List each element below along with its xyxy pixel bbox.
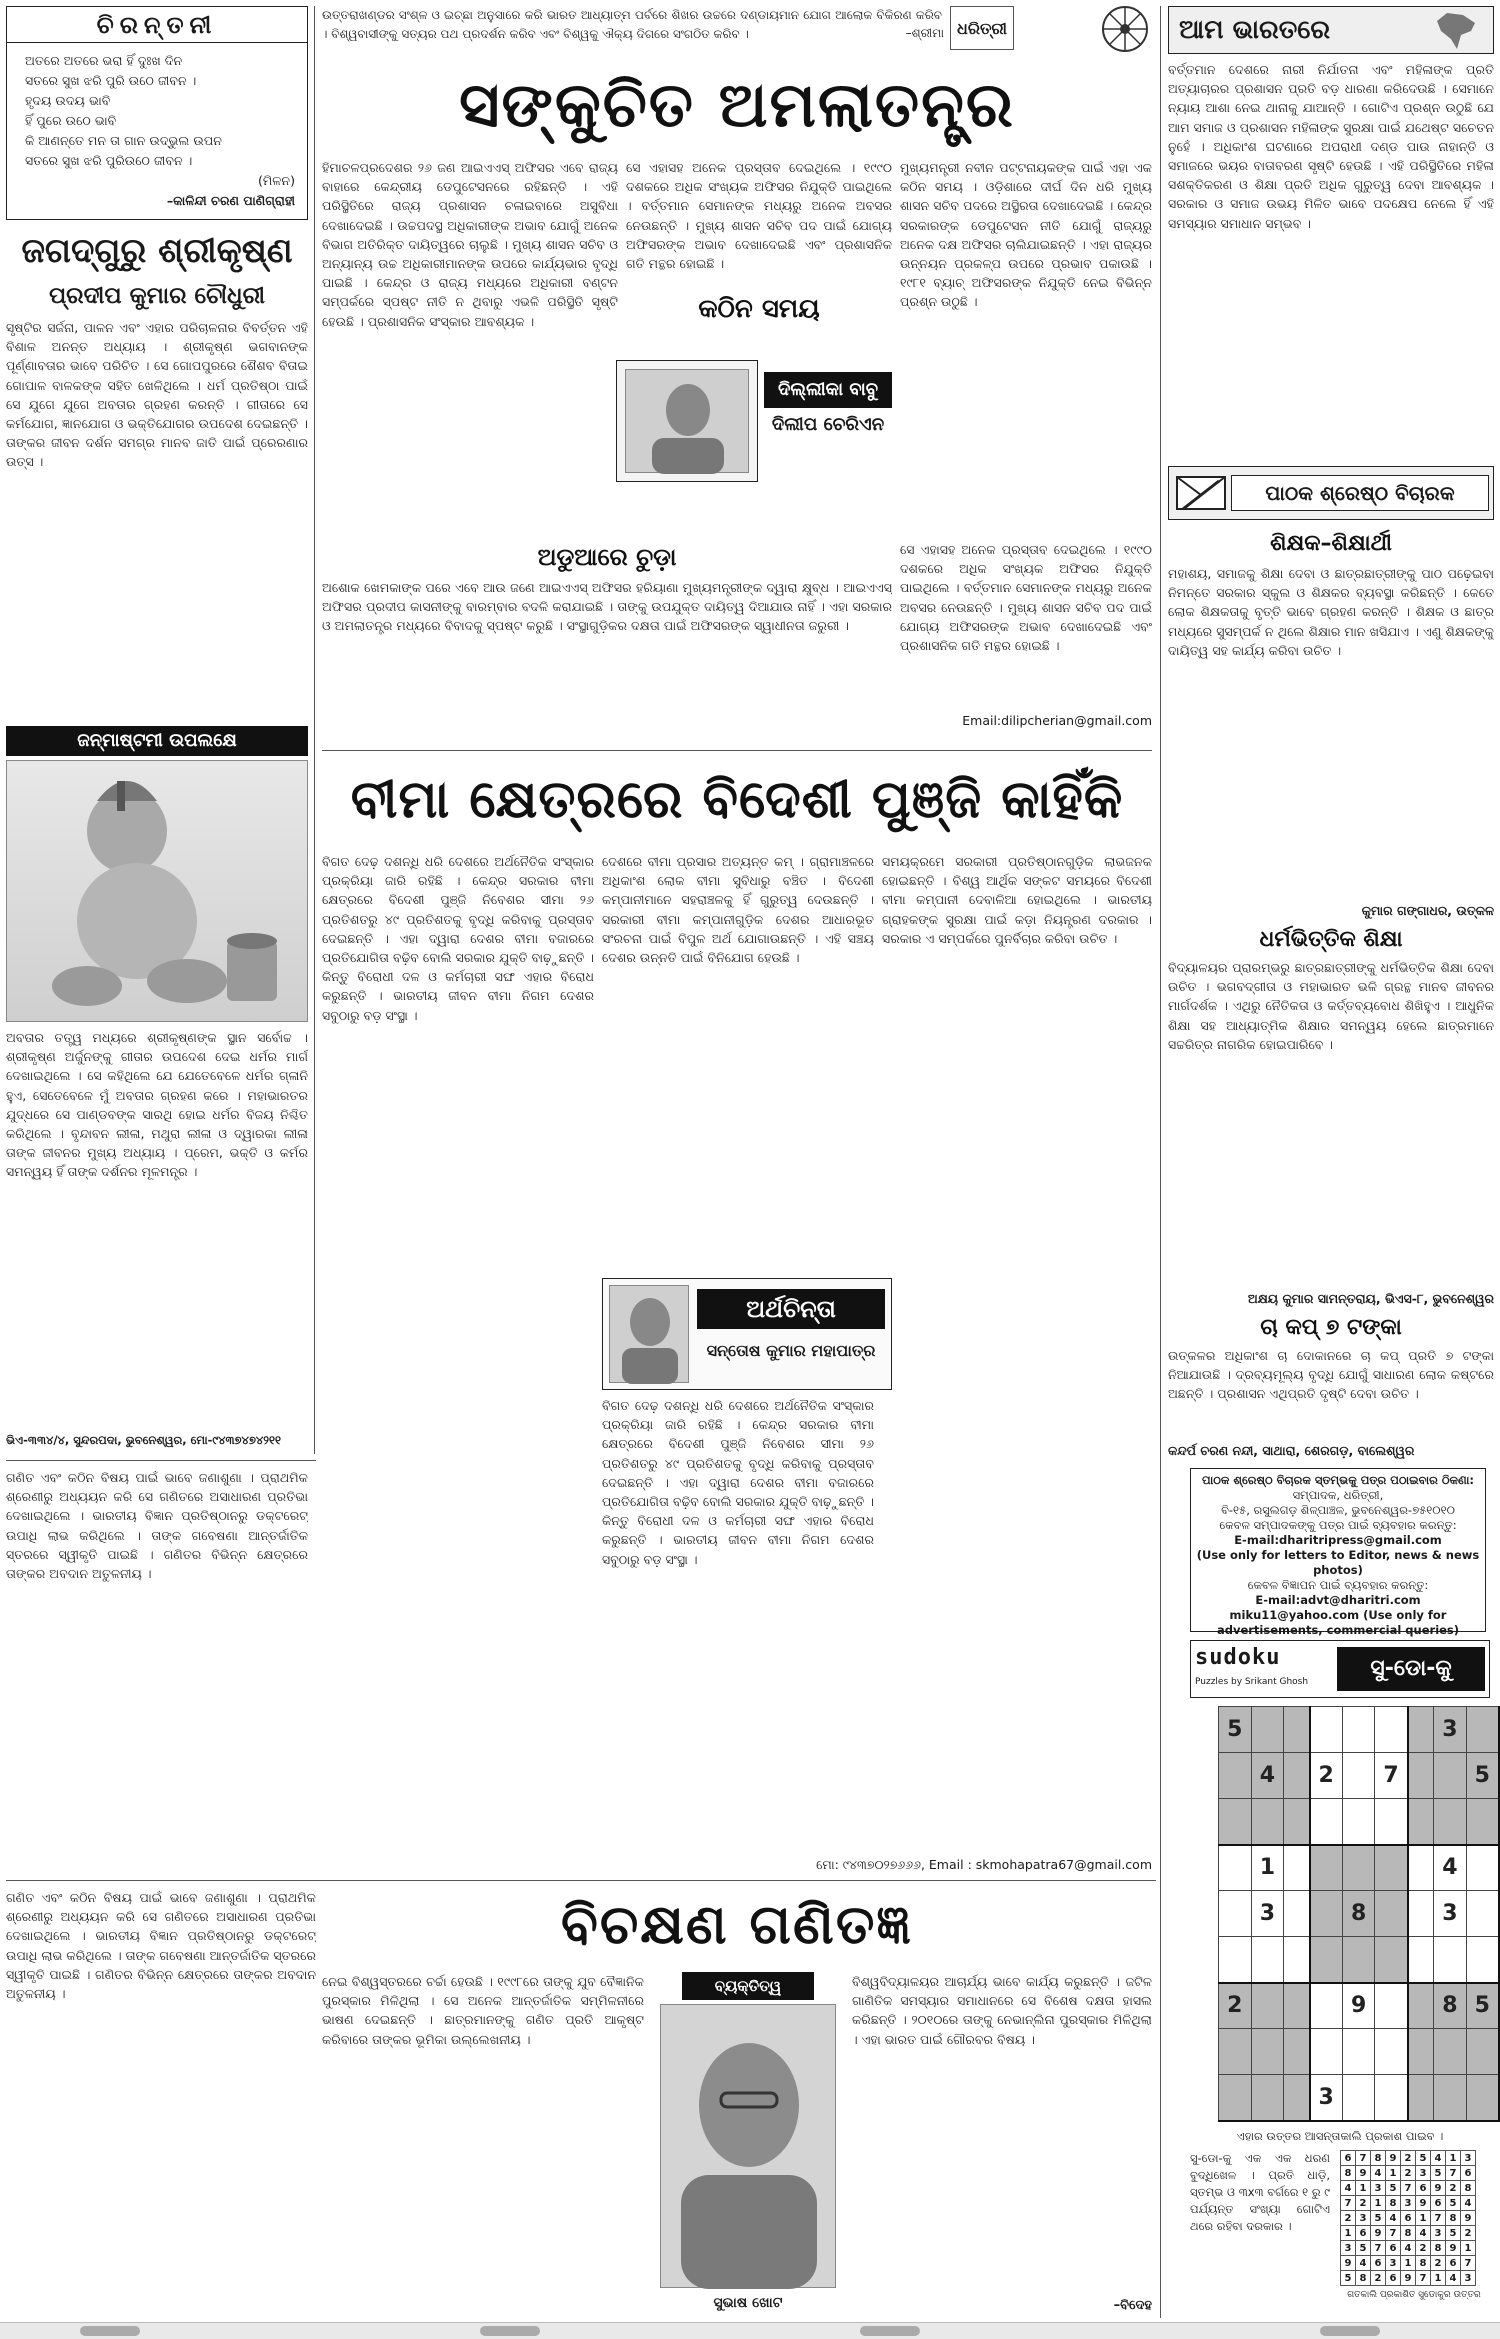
sudoku-cell[interactable]: 3: [1310, 2075, 1343, 2121]
sudoku-cell[interactable]: [1342, 1753, 1375, 1799]
krishna-body-1: ସୃଷ୍ଟିର ସର୍ଜନା, ପାଳନ ଏବଂ ଏହାର ପରିଚାଳନାର ବିବର୍ତ୍ତନ ଏହି ବିଶାଳ ଅନନ୍ତ ଅଧ୍ୟାୟ । ଶ୍ରୀକୃଷ୍ଣ ଭଗବାନଙ୍କ ପୂର୍ଣ୍ଣାବତାର ଭାବେ ପରିଚିତ । ସେ ଗୋପପୁରରେ ଶୈଶବ ବିତାଇ ଗୋପାଳ ବାଳକଙ୍କ ସହିତ ଖେଳିଥିଲେ । ଧର୍ମ ପ୍ରତିଷ୍ଠା ପାଇଁ ସେ ଯୁଗେ ଯୁଗେ ଅବତାର ଗ୍ରହଣ କରନ୍ତି । ଗୀତାରେ ସେ କର୍ମଯୋଗ, ଜ୍ଞାନଯୋଗ ଓ ଭକ୍ତିଯୋଗର ଉପଦେଶ ଦେଇଛନ୍ତି । ତାଙ୍କର ଜୀବନ ଦର୍ଶନ ସମଗ୍ର ମାନବ ଜାତି ପାଇଁ ପ୍ରେରଣାର ଉତ୍ସ ।: [6, 320, 308, 470]
letter-3-body: ଉତ୍କଳର ଅଧିକାଂଶ ଚା ଦୋକାନରେ ଚା କପ୍ ପ୍ରତି ୭ ଟଙ୍କା ନିଆଯାଉଛି । ଦ୍ରବ୍ୟମୂଲ୍ୟ ବୃଦ୍ଧି ଯୋଗୁଁ ସାଧାରଣ ଲୋକ କଷ୍ଟରେ ଅଛନ୍ତି । ପ୍ରଶାସନ ଏଥିପ୍ରତି ଦୃଷ୍ଟି ଦେବା ଉଚିତ ।: [1168, 1348, 1494, 1402]
reader-letters-title: ପାଠକ ଶ୍ରେଷ୍ଠ ବିଚାରକ: [1231, 475, 1489, 511]
sudoku-cell[interactable]: [1284, 1753, 1310, 1799]
solution-row: [1341, 2271, 1476, 2286]
solution-row: [1341, 2256, 1476, 2271]
sudoku-row: [1219, 1983, 1500, 2029]
sudoku-cell[interactable]: 5: [1219, 1707, 1252, 1753]
solution-cell: 7: [1386, 2226, 1401, 2241]
krishna-author: ପ୍ରଦୀପ କୁମାର ଚୌଧୁରୀ: [48, 283, 266, 309]
aam-bharat-logo-text: ଆମ ଭାରତରେ: [1179, 15, 1331, 45]
solution-cell: 2: [1371, 2271, 1386, 2286]
chirantani-header: ଚିରନ୍ତନୀ: [7, 7, 307, 43]
sudoku-puzzle: [1218, 1706, 1500, 2122]
sudoku-cell[interactable]: 8: [1342, 1891, 1375, 1937]
page-marker: [80, 2326, 140, 2336]
aam-bharat-logo: [1168, 6, 1494, 54]
solution-cell: 4: [1431, 2151, 1446, 2166]
sudoku-cell[interactable]: [1466, 1845, 1499, 1891]
sudoku-cell[interactable]: [1408, 1983, 1434, 2029]
sudoku-row: [1219, 1845, 1500, 1891]
sudoku-cell[interactable]: [1342, 1845, 1375, 1891]
poem-line: ସତରେ ସୁଖ ଝରି ପୁରିଉଠେ ଜୀବନ ।: [25, 153, 193, 168]
solution-row: [1341, 2181, 1476, 2196]
sudoku-cell[interactable]: [1408, 1753, 1434, 1799]
solution-cell: 2: [1341, 2211, 1356, 2226]
page-marker: [1320, 2326, 1380, 2336]
reader-letters-banner: [1168, 466, 1494, 520]
sudoku-cell[interactable]: [1251, 1799, 1284, 1845]
solution-cell: 5: [1386, 2181, 1401, 2196]
solution-cell: 5: [1416, 2151, 1431, 2166]
sudoku-solution: [1340, 2150, 1488, 2302]
sudoku-cell[interactable]: [1408, 1891, 1434, 1937]
sudoku-cell[interactable]: [1284, 1845, 1310, 1891]
sudoku-cell[interactable]: [1251, 2029, 1284, 2075]
columnist-photo: [625, 369, 749, 473]
solution-cell: 4: [1401, 2241, 1416, 2256]
solution-cell: 1: [1401, 2256, 1416, 2271]
solution-cell: 9: [1401, 2271, 1416, 2286]
sudoku-cell[interactable]: [1375, 1983, 1408, 2029]
letter-2-body: ବିଦ୍ୟାଳୟର ପ୍ରାରମ୍ଭରୁ ଛାତ୍ରଛାତ୍ରୀଙ୍କୁ ଧର୍ମଭିତ୍ତିକ ଶିକ୍ଷା ଦେବା ଉଚିତ । ଭଗବଦ୍‌ଗୀତା ଓ ମହାଭାରତ ଭଳି ଗ୍ରନ୍ଥ ମାନବ ଜୀବନର ମାର୍ଗଦର୍ଶକ । ଏଥିରୁ ନୈତିକତା ଓ କର୍ତ୍ତବ୍ୟବୋଧ ଶିଖିହୁଏ । ଆଧୁନିକ ଶିକ୍ଷା ସହ ଆଧ୍ୟାତ୍ମିକ ଶିକ୍ଷାର ସମନ୍ୱୟ ହେଲେ ଛାତ୍ରମାନେ ସଚ୍ଚରିତ୍ର ନାଗରିକ ହୋଇପାରିବେ ।: [1168, 960, 1494, 1052]
sudoku-cell[interactable]: [1375, 1891, 1408, 1937]
sudoku-cell[interactable]: [1466, 1799, 1499, 1845]
contact-line-1: ସମ୍ପାଦକ, ଧରିତ୍ରୀ,: [1292, 1488, 1384, 1502]
solution-cell: 3: [1386, 2256, 1401, 2271]
solution-cell: 9: [1461, 2211, 1476, 2226]
solution-cell: 3: [1371, 2181, 1386, 2196]
sudoku-cell[interactable]: 5: [1466, 1983, 1499, 2029]
sudoku-cell[interactable]: [1219, 1845, 1252, 1891]
sudoku-cell[interactable]: [1342, 1937, 1375, 1983]
sudoku-cell[interactable]: [1408, 1799, 1434, 1845]
poem-line: ସତରେ ସୁଖ ଝରି ପୁରି ଉଠେ ଜୀବନ ।: [25, 73, 197, 88]
letter-1-title: ଶିକ୍ଷକ–ଶିକ୍ଷାର୍ଥୀ: [1270, 531, 1392, 556]
sudoku-solution-grid: [1340, 2150, 1476, 2286]
solution-cell: 3: [1431, 2226, 1446, 2241]
solution-cell: 1: [1446, 2151, 1461, 2166]
sudoku-cell[interactable]: [1251, 1983, 1284, 2029]
sudoku-instructions: ସୁ-ଡୋ-କୁ ଏକ ଏକ ଧରଣ ବୁଦ୍ଧିଖେଳ । ପ୍ରତି ଧାଡ଼ି, ସ୍ତମ୍ଭ ଓ ୩x୩ ବର୍ଗରେ ୧ ରୁ ୯ ପର୍ଯ୍ୟନ୍ତ ସଂଖ୍ୟା ଗୋଟିଏ ଥରେ ରହିବା ଦରକାର ।: [1190, 2151, 1330, 2233]
solution-cell: 6: [1401, 2211, 1416, 2226]
subhead-aduare-chuda: ଅଡୁଆରେ ଚୁଡ଼ା: [537, 543, 677, 571]
masthead-intro: ଉତ୍ତରାଖଣ୍ଡର ସଂଶ୍ଳ ଓ ଇଚ୍ଛା ଅନୁସାରେ କରି ଭାରତ ଆଧ୍ୟାତ୍ମ ପର୍ବରେ ଶିଖର ଉଚ୍ଚରେ ଦଣ୍ଡାୟମାନ ଯୋଗ ଆଲୋକ ବିକିରଣ କରିବ । ବିଶ୍ୱବାସୀଙ୍କୁ ସତ୍ୟର ପଥ ପ୍ରଦର୍ଶନ କରିବ ଏବଂ ବିଶ୍ୱକୁ ଐକ୍ୟ ଦିଗରେ ସଂଗଠିତ କରିବ ।: [322, 8, 942, 41]
sudoku-cell[interactable]: [1284, 1799, 1310, 1845]
solution-cell: 4: [1416, 2226, 1431, 2241]
editorial-sub2-body: ଅଶୋକ ଖେମକାଙ୍କ ପରେ ଏବେ ଆଉ ଜଣେ ଆଇଏଏସ୍ ଅଫିସର ହରିୟାଣା ମୁଖ୍ୟମନ୍ତ୍ରୀଙ୍କ ଦ୍ୱାରା କ୍ଷୁବ୍ଧ । ଆଇଏଏସ୍ ଅଫିସର ପ୍ରଦୀପ କାସନୀଙ୍କୁ ବାରମ୍ବାର ବଦଳି କରାଯାଇଛି । ତାଙ୍କୁ ଉପଯୁକ୍ତ ଦାୟିତ୍ୱ ଦିଆଯାଉ ନାହିଁ । ଏହା ସରକାର ଓ ଅମଲାତନ୍ତ୍ର ମଧ୍ୟରେ ବିବାଦକୁ ସ୍ପଷ୍ଟ କରୁଛି । ସଂସ୍ଥାଗୁଡ଼ିକର ଦକ୍ଷତା ପାଇଁ ଅଫିସରଙ୍କ ସ୍ୱାଧୀନତା ଜରୁରୀ ।: [322, 580, 892, 634]
sudoku-cell[interactable]: [1466, 2029, 1499, 2075]
solution-cell: 8: [1371, 2151, 1386, 2166]
solution-cell: 8: [1431, 2241, 1446, 2256]
sudoku-row: [1219, 1753, 1500, 1799]
insurance-col-1: ବିଗତ ଦେଢ଼ ଦଶନ୍ଧି ଧରି ଦେଶରେ ଅର୍ଥନୈତିକ ସଂସ୍କାର ପ୍ରକ୍ରିୟା ଜାରି ରହିଛି । କେନ୍ଦ୍ର ସରକାର ବୀମା କ୍ଷେତ୍ରରେ ବିଦେଶୀ ପୁଞ୍ଜି ନିବେଶର ସୀମା ୨୬ ପ୍ରତିଶତରୁ ୪୯ ପ୍ରତିଶତକୁ ବୃଦ୍ଧି କରିବାକୁ ପ୍ରସ୍ତାବ ଦେଇଛନ୍ତି । ଏହା ଦ୍ୱାରା ଦେଶର ବୀମା ବଜାରରେ ପ୍ରତିଯୋଗିତା ବଢ଼ିବ ବୋଲି ସରକାର ଯୁକ୍ତି ବାଢ଼ୁଛନ୍ତି । କିନ୍ତୁ ବିରୋଧୀ ଦଳ ଓ କର୍ମଚାରୀ ସଙ୍ଘ ଏହାର ବିରୋଧ କରୁଛନ୍ତି । ଭାରତୀୟ ଜୀବନ ବୀମା ନିଗମ ଦେଶର ସବୁଠାରୁ ବଡ଼ ସଂସ୍ଥା ।: [322, 854, 594, 1023]
math-sign: –ବିଦେହ: [1113, 2298, 1152, 2313]
poem-line: ଅତରେ ଅତରେ ଭରା ହିଁ ଦୁଃଖ ଦିନ: [25, 53, 183, 68]
subhead-kathina-samaya: କଠିନ ସମୟ: [698, 294, 820, 324]
solution-cell: 6: [1371, 2256, 1386, 2271]
solution-cell: 1: [1416, 2211, 1431, 2226]
sudoku-cell[interactable]: [1310, 1707, 1343, 1753]
sudoku-cell[interactable]: [1219, 1891, 1252, 1937]
solution-cell: 6: [1356, 2226, 1371, 2241]
solution-cell: 8: [1416, 2256, 1431, 2271]
sudoku-cell[interactable]: [1466, 1707, 1499, 1753]
poem-line: କି ଆଣନ୍ତେ ମନ ତା ଗାନ ଉଦ୍ଭୁଲ ଉପନ: [25, 133, 222, 148]
solution-row: [1341, 2241, 1476, 2256]
sudoku-cell[interactable]: 2: [1310, 1753, 1343, 1799]
math-col-1: ଗଣିତ ଏବଂ କଠିନ ବିଷୟ ପାଇଁ ଭାବେ ଜଣାଶୁଣା । ପ୍ରାଥମିକ ଶ୍ରେଣୀରୁ ଅଧ୍ୟୟନ କରି ସେ ଗଣିତରେ ଅସାଧାରଣ ପ୍ରତିଭା ଦେଖାଇଥିଲେ । ଭାରତୀୟ ବିଜ୍ଞାନ ପ୍ରତିଷ୍ଠାନରୁ ଡକ୍ଟରେଟ୍ ଉପାଧି ଲାଭ କରିଥିଲେ । ତାଙ୍କ ଗବେଷଣା ଆନ୍ତର୍ଜାତିକ ସ୍ତରରେ ସ୍ୱୀକୃତି ପାଇଛି । ଗଣିତର ବିଭିନ୍ନ କ୍ଷେତ୍ରରେ ତାଙ୍କର ଅବଦାନ ଅତୁଳନୀୟ ।: [6, 1470, 308, 1582]
solution-cell: 1: [1386, 2166, 1401, 2181]
math-photo-box: [652, 1972, 844, 2318]
sudoku-grid: [1218, 1706, 1500, 2122]
solution-cell: 6: [1461, 2166, 1476, 2181]
sudoku-row: [1219, 2075, 1500, 2121]
subhash-khot-photo: [660, 2004, 836, 2288]
editorial-sub2-body-cont: ସେ ଏହାସହ ଅନେକ ପ୍ରସ୍ତାବ ଦେଇଥିଲେ । ୧୯୯୦ ଦଶକରେ ଅଧିକ ସଂଖ୍ୟକ ଅଫିସର ନିଯୁକ୍ତି ପାଇଥିଲେ । ବର୍ତ୍ତମାନ ସେମାନଙ୍କ ମଧ୍ୟରୁ ଅନେକ ଅବସର ନେଉଛନ୍ତି । ମୁଖ୍ୟ ଶାସନ ସଚିବ ପଦ ପାଇଁ ଯୋଗ୍ୟ ଅଫିସରଙ୍କ ଅଭାବ ଦେଖାଦେଇଛି ଏବଂ ପ୍ରଶାସନିକ ଗତି ମନ୍ଥର ହୋଇଛି ।: [900, 542, 1152, 654]
contact-note-1: (Use only for letters to Editor, news & news photos): [1196, 1548, 1480, 1577]
sudoku-cell[interactable]: [1408, 2075, 1434, 2121]
sudoku-cell[interactable]: [1219, 1753, 1252, 1799]
solution-cell: 5: [1341, 2271, 1356, 2286]
solution-cell: 7: [1356, 2151, 1371, 2166]
solution-cell: 1: [1371, 2196, 1386, 2211]
column-rule: [1160, 6, 1161, 2318]
sudoku-cell[interactable]: [1342, 1707, 1375, 1753]
solution-cell: 9: [1416, 2196, 1431, 2211]
sudoku-cell[interactable]: [1310, 1937, 1343, 1983]
contact-title: ପାଠକ ଶ୍ରେଷ୍ଠ ବିଚାରକ ସ୍ତମ୍ଭକୁ ପତ୍ର ପଠାଇବାର ଠିକଣା:: [1202, 1473, 1474, 1487]
page-marker: [480, 2326, 540, 2336]
contact-box: [1190, 1468, 1486, 1637]
solution-row: [1341, 2151, 1476, 2166]
letter-2-title: ଧର୍ମଭିତ୍ତିକ ଶିକ୍ଷା: [1259, 927, 1403, 952]
sudoku-cell[interactable]: [1284, 2075, 1310, 2121]
sudoku-row: [1219, 1707, 1500, 1753]
janmashtami-banner: ଜନ୍ମାଷ୍ଟମୀ ଉପଲକ୍ଷେ: [6, 726, 308, 756]
poem-line: ହୃଦୟ ଉଦୟ ଭାବି: [25, 93, 111, 108]
solution-cell: 8: [1341, 2166, 1356, 2181]
solution-cell: 6: [1341, 2151, 1356, 2166]
solution-cell: 1: [1461, 2241, 1476, 2256]
solution-row: [1341, 2166, 1476, 2181]
solution-row: [1341, 2211, 1476, 2226]
solution-row: [1341, 2196, 1476, 2211]
envelope-icon: [1175, 473, 1227, 513]
sudoku-solution-label: ଗତକାଲି ପ୍ରକାଶିତ ସୁଡୋକୁର ଉତ୍ତର: [1347, 2290, 1481, 2300]
vyaktitva-label: ବ୍ୟକ୍ତିତ୍ୱ: [682, 1972, 814, 2000]
solution-cell: 4: [1356, 2256, 1371, 2271]
krishna-body-2: ଅବତାର ତତ୍ତ୍ୱ ମଧ୍ୟରେ ଶ୍ରୀକୃଷ୍ଣଙ୍କ ସ୍ଥାନ ସର୍ବୋଚ୍ଚ । ଶ୍ରୀକୃଷ୍ଣ ଅର୍ଜୁନଙ୍କୁ ଗୀତାର ଉପଦେଶ ଦେଇ ଧର୍ମର ମାର୍ଗ ଦେଖାଇଥିଲେ । ସେ କହିଥିଲେ ଯେ ଯେତେବେଳେ ଧର୍ମର ଗ୍ଳାନି ହୁଏ, ସେତେବେଳେ ମୁଁ ଅବତାର ଗ୍ରହଣ କରେ । ମହାଭାରତର ଯୁଦ୍ଧରେ ସେ ପାଣ୍ଡବଙ୍କ ସାରଥି ହୋଇ ଧର୍ମର ବିଜୟ ନିଶ୍ଚିତ କରିଥିଲେ । ବୃନ୍ଦାବନ ଲୀଳା, ମଥୁରା ଲୀଳା ଓ ଦ୍ୱାରକା ଲୀଳା ତାଙ୍କ ଜୀବନର ମୁଖ୍ୟ ଅଧ୍ୟାୟ । ପ୍ରେମ, ଭକ୍ତି ଓ କର୍ମର ସମନ୍ୱୟ ହିଁ ତାଙ୍କ ଦର୍ଶନର ମୂଳମନ୍ତ୍ର ।: [6, 1030, 308, 1180]
sudoku-cell[interactable]: [1408, 1937, 1434, 1983]
solution-cell: 2: [1431, 2256, 1446, 2271]
sudoku-logo: sudoku: [1195, 1645, 1281, 1670]
solution-cell: 2: [1401, 2151, 1416, 2166]
solution-cell: 9: [1431, 2181, 1446, 2196]
solution-cell: 7: [1401, 2181, 1416, 2196]
photo-caption: ସୁଭାଷ ଖୋଟ: [713, 2295, 783, 2311]
solution-cell: 4: [1341, 2181, 1356, 2196]
math-col-3: ବିଶ୍ୱବିଦ୍ୟାଳୟର ଆଚାର୍ଯ୍ୟ ଭାବେ କାର୍ଯ୍ୟ କରୁଛନ୍ତି । ଜଟିଳ ଗାଣିତିକ ସମସ୍ୟାର ସମାଧାନରେ ସେ ବିଶେଷ ଦକ୍ଷତା ହାସଲ କରିଛନ୍ତି । ୨୦୧୦ରେ ତାଙ୍କୁ ନେଭାନ୍ଲିନା ପୁରସ୍କାର ମିଳିଥିଲା । ଏହା ଭାରତ ପାଇଁ ଗୌରବର ବିଷୟ ।: [852, 1974, 1152, 2047]
solution-cell: 4: [1371, 2166, 1386, 2181]
sudoku-row: [1219, 1891, 1500, 1937]
sudoku-cell[interactable]: [1284, 1707, 1310, 1753]
solution-cell: 8: [1356, 2271, 1371, 2286]
sudoku-cell[interactable]: [1375, 2029, 1408, 2075]
sudoku-cell[interactable]: 3: [1434, 1707, 1467, 1753]
contact-line-2: ବି-୧୫, ରସୁଲଗଡ଼ ଶିଳ୍ପାଞ୍ଚଳ, ଭୁବନେଶ୍ୱର-୭୫୧୦୧୦: [1221, 1503, 1455, 1517]
poem-line: ହିଁ ପୁରେ ଉଠେ ଭାବି: [25, 113, 117, 128]
solution-cell: 5: [1446, 2226, 1461, 2241]
baby-krishna-icon: [7, 761, 309, 1023]
editorial-col-1: ହିମାଚଳପ୍ରଦେଶର ୨୬ ଜଣ ଆଇଏଏସ୍ ଅଫିସର ଏବେ ରାଜ୍ୟ ବାହାରେ କେନ୍ଦ୍ରୀୟ ଡେପୁଟେସନରେ ରହିଛନ୍ତି । ଏହି ପରିସ୍ଥିତିରେ ରାଜ୍ୟ ପ୍ରଶାସନ ଚଳାଇବାରେ ଅସୁବିଧା ଦେଖାଦେଇଛି । ଉଚ୍ଚପଦସ୍ଥ ଅଧିକାରୀଙ୍କ ଅଭାବ ଯୋଗୁଁ ଅନେକ ବିଭାଗ ଅତିରିକ୍ତ ଦାୟିତ୍ୱରେ ଚାଲୁଛି । ମୁଖ୍ୟ ଶାସନ ସଚିବ ଓ ଅନ୍ୟାନ୍ୟ ଉଚ୍ଚ ଅଧିକାରୀମାନଙ୍କ ଉପରେ କାର୍ଯ୍ୟଭାର ବୃଦ୍ଧି ପାଇଛି । କେନ୍ଦ୍ର ଓ ରାଜ୍ୟ ମଧ୍ୟରେ ଅଧିକାରୀ ବଣ୍ଟନ ସମ୍ପର୍କରେ ସ୍ପଷ୍ଟ ନୀତି ନ ଥିବାରୁ ଏଭଳି ପରିସ୍ଥିତି ସୃଷ୍ଟି ହେଉଛି । ପ୍ରଶାସନିକ ସଂସ୍କାର ଆବଶ୍ୟକ ।: [322, 160, 618, 329]
sudoku-cell[interactable]: [1310, 2029, 1343, 2075]
solution-cell: 7: [1341, 2196, 1356, 2211]
solution-cell: 6: [1386, 2271, 1401, 2286]
solution-cell: 1: [1431, 2271, 1446, 2286]
sudoku-cell[interactable]: [1434, 1937, 1467, 1983]
sudoku-header: [1190, 1640, 1490, 1698]
sudoku-cell[interactable]: [1466, 2075, 1499, 2121]
sudoku-cell[interactable]: [1342, 1799, 1375, 1845]
krishna-footer: ଭିଏ-୩୩୪/୪, ସୁନ୍ଦରପଦା, ଭୁବନେଶ୍ୱର, ମୋ-୯୪୩୭୪୭୪୨୧୧: [6, 1433, 282, 1447]
sudoku-cell[interactable]: [1284, 2029, 1310, 2075]
dilli-ka-babu-box: [616, 360, 758, 482]
column-name-arthachinta: ଅର୍ଥଚିନ୍ତା: [697, 1289, 885, 1329]
solution-cell: 4: [1386, 2211, 1401, 2226]
solution-cell: 3: [1341, 2241, 1356, 2256]
sudoku-cell[interactable]: [1310, 1845, 1343, 1891]
sudoku-cell[interactable]: [1342, 2029, 1375, 2075]
solution-cell: 4: [1461, 2196, 1476, 2211]
sudoku-cell[interactable]: [1375, 1937, 1408, 1983]
columnist-photo: [609, 1285, 689, 1383]
solution-cell: 5: [1446, 2196, 1461, 2211]
india-map-icon: [1427, 9, 1487, 53]
sudoku-cell[interactable]: 3: [1434, 1891, 1467, 1937]
editorial-sub1-body: ମୁଖ୍ୟମନ୍ତ୍ରୀ ନବୀନ ପଟ୍ଟନାୟକଙ୍କ ପାଇଁ ଏହା ଏକ କଠିନ ସମୟ । ଓଡ଼ିଶାରେ ଦୀର୍ଘ ଦିନ ଧରି ମୁଖ୍ୟ ଶାସନ ସଚିବ ପଦରେ ଅସ୍ଥିରତା ଦେଖାଦେଇଛି । କେନ୍ଦ୍ର ସରକାରଙ୍କ ଡେପୁଟେସନ ନୀତି ଯୋଗୁଁ ରାଜ୍ୟରୁ ଅନେକ ଦକ୍ଷ ଅଫିସର ଚାଲିଯାଇଛନ୍ତି । ଏହା ରାଜ୍ୟର ଉନ୍ନୟନ ପ୍ରକଳ୍ପ ଉପରେ ପ୍ରଭାବ ପକାଉଛି । ୧୯୮୧ ବ୍ୟାଚ୍ ଅଫିସରଙ୍କ ନିଯୁକ୍ତି ନେଇ ବିଭିନ୍ନ ପ୍ରଶ୍ନ ଉଠୁଛି ।: [900, 160, 1152, 310]
sudoku-cell[interactable]: 3: [1251, 1891, 1284, 1937]
arthachinta-box: [602, 1278, 892, 1390]
letter-3-sign: କନ୍ଦର୍ପ ଚରଣ ନନ୍ଦୀ, ସାଥାରା, ଶେରଗଡ଼, ବାଲେଶ୍ୱର: [1168, 1443, 1415, 1458]
sudoku-cell[interactable]: [1219, 2029, 1252, 2075]
solution-cell: 8: [1401, 2226, 1416, 2241]
sudoku-cell[interactable]: [1219, 1937, 1252, 1983]
insurance-col-2-cont: ବିଗତ ଦେଢ଼ ଦଶନ୍ଧି ଧରି ଦେଶରେ ଅର୍ଥନୈତିକ ସଂସ୍କାର ପ୍ରକ୍ରିୟା ଜାରି ରହିଛି । କେନ୍ଦ୍ର ସରକାର ବୀମା କ୍ଷେତ୍ରରେ ବିଦେଶୀ ପୁଞ୍ଜି ନିବେଶର ସୀମା ୨୬ ପ୍ରତିଶତରୁ ୪୯ ପ୍ରତିଶତକୁ ବୃଦ୍ଧି କରିବାକୁ ପ୍ରସ୍ତାବ ଦେଇଛନ୍ତି । ଏହା ଦ୍ୱାରା ଦେଶର ବୀମା ବଜାରରେ ପ୍ରତିଯୋଗିତା ବଢ଼ିବ ବୋଲି ସରକାର ଯୁକ୍ତି ବାଢ଼ୁଛନ୍ତି । କିନ୍ତୁ ବିରୋଧୀ ଦଳ ଓ କର୍ମଚାରୀ ସଙ୍ଘ ଏହାର ବିରୋଧ କରୁଛନ୍ତି । ଭାରତୀୟ ଜୀବନ ବୀମା ନିଗମ ଦେଶର ସବୁଠାରୁ ବଡ଼ ସଂସ୍ଥା ।: [602, 1398, 874, 1567]
column-name-dilli-ka-babu: ଦିଲ୍ଲୀକା ବାବୁ: [764, 372, 892, 408]
sudoku-cell[interactable]: [1434, 2075, 1467, 2121]
paper-name: ଧରିତ୍ରୀ: [950, 6, 1014, 50]
solution-cell: 7: [1461, 2256, 1476, 2271]
chakra-logo-icon: [1100, 4, 1150, 54]
sudoku-cell[interactable]: 8: [1434, 1983, 1467, 2029]
sudoku-byline: Puzzles by Srikant Ghosh: [1195, 1677, 1309, 1687]
sudoku-cell[interactable]: [1434, 2029, 1467, 2075]
sudoku-cell[interactable]: [1219, 2075, 1252, 2121]
solution-cell: 2: [1401, 2166, 1416, 2181]
contact-email-advt[interactable]: E-mail:advt@dharitri.com: [1255, 1593, 1421, 1607]
solution-cell: 3: [1416, 2166, 1431, 2181]
sudoku-cell[interactable]: [1408, 1845, 1434, 1891]
sudoku-cell[interactable]: [1251, 2075, 1284, 2121]
sudoku-cell[interactable]: 7: [1375, 1753, 1408, 1799]
column-rule: [314, 6, 315, 1454]
solution-cell: 5: [1356, 2241, 1371, 2256]
sudoku-cell[interactable]: [1310, 1983, 1343, 2029]
solution-cell: 9: [1341, 2256, 1356, 2271]
insurance-col-2: ଦେଶରେ ବୀମା ପ୍ରସାର ଅତ୍ୟନ୍ତ କମ୍ । ଗ୍ରାମାଞ୍ଚଳରେ ଅଧିକାଂଶ ଲୋକ ବୀମା ସୁବିଧାରୁ ବଞ୍ଚିତ । ବିଦେଶୀ କମ୍ପାନୀମାନେ ସହରାଞ୍ଚଳକୁ ହିଁ ଗୁରୁତ୍ୱ ଦେଉଛନ୍ତି । ସରକାରୀ ବୀମା କମ୍ପାନୀଗୁଡ଼ିକ ଦେଶର ଆଧାରଭୂତ ସଂରଚନା ପାଇଁ ବିପୁଳ ଅର୍ଥ ଯୋଗାଉଛନ୍ତି । ଏହି ସଞ୍ଚୟ ଦେଶର ଉନ୍ନତି ପାଇଁ ବିନିଯୋଗ ହେଉଛି ।: [602, 854, 874, 966]
section-rule: [322, 750, 1152, 751]
sudoku-cell[interactable]: [1408, 2029, 1434, 2075]
letter-2-sign: ଅକ୍ଷୟ କୁମାର ସାମନ୍ତରାୟ, ଭିଏସ-୮, ଭୁବନେଶ୍ୱର: [1247, 1291, 1494, 1306]
solution-cell: 3: [1401, 2196, 1416, 2211]
insurance-headline: ବୀମା କ୍ଷେତ୍ରରେ ବିଦେଶୀ ପୁଞ୍ଜି କାହିଁକି: [350, 770, 1124, 830]
aam-bharat-body: ବର୍ତ୍ତମାନ ଦେଶରେ ନାରୀ ନିର୍ଯାତନା ଏବଂ ମହିଳାଙ୍କ ପ୍ରତି ଅତ୍ୟାଚାରର ପ୍ରଶାସନ ପ୍ରତି ବଡ଼ ଧାରଣା କରିଦେଉଛି । ସେମାନେ ନ୍ୟାୟ ଆଶା ନେଇ ଥାନାକୁ ଯାଆନ୍ତି । ଗୋଟିଏ ପ୍ରଶ୍ନ ଉଠୁଛି ଯେ ଆମ ସମାଜ ଓ ପ୍ରଶାସନ ମହିଳାଙ୍କ ସୁରକ୍ଷା ପାଇଁ ଯଥେଷ୍ଟ ସଚେତନ ନୁହେଁ । ଅଧିକାଂଶ ଘଟଣାରେ ଅପରାଧୀ ଦଣ୍ଡ ପାଉ ନାହାନ୍ତି ଓ ସମାଜରେ ଭୟର ବାତାବରଣ ସୃଷ୍ଟି ହେଉଛି । ଏହି ପରିସ୍ଥିତିରେ ମହିଳା ସଶକ୍ତିକରଣ ଓ ଶିକ୍ଷା ପ୍ରତି ଅଧିକ ଗୁରୁତ୍ୱ ଦେବା ଆବଶ୍ୟକ । ସରକାର ଓ ସମାଜ ଉଭୟ ମିଳିତ ଭାବେ ପଦକ୍ଷେପ ନେଲେ ହିଁ ଏହି ସମସ୍ୟାର ସମାଧାନ ସମ୍ଭବ ।: [1168, 62, 1494, 231]
solution-cell: 4: [1446, 2271, 1461, 2286]
letter-3-title: ଚା କପ୍ ୭ ଟଙ୍କା: [1260, 1315, 1402, 1340]
sudoku-cell[interactable]: 2: [1219, 1983, 1252, 2029]
sudoku-cell[interactable]: [1466, 1937, 1499, 1983]
solution-cell: 1: [1341, 2226, 1356, 2241]
sudoku-row: [1219, 1799, 1500, 1845]
sudoku-cell[interactable]: [1375, 1707, 1408, 1753]
solution-cell: 6: [1446, 2256, 1461, 2271]
math-col-1b: ଗଣିତ ଏବଂ କଠିନ ବିଷୟ ପାଇଁ ଭାବେ ଜଣାଶୁଣା । ପ୍ରାଥମିକ ଶ୍ରେଣୀରୁ ଅଧ୍ୟୟନ କରି ସେ ଗଣିତରେ ଅସାଧାରଣ ପ୍ରତିଭା ଦେଖାଇଥିଲେ । ଭାରତୀୟ ବିଜ୍ଞାନ ପ୍ରତିଷ୍ଠାନରୁ ଡକ୍ଟରେଟ୍ ଉପାଧି ଲାଭ କରିଥିଲେ । ତାଙ୍କ ଗବେଷଣା ଆନ୍ତର୍ଜାତିକ ସ୍ତରରେ ସ୍ୱୀକୃତି ପାଇଛି । ଗଣିତର ବିଭିନ୍ନ କ୍ଷେତ୍ରରେ ତାଙ୍କର ଅବଦାନ ଅତୁଳନୀୟ ।: [6, 1890, 316, 2002]
poem-source: (ମିଳନ): [257, 173, 295, 188]
solution-cell: 7: [1416, 2271, 1431, 2286]
sudoku-cell[interactable]: [1310, 1799, 1343, 1845]
section-rule: [6, 1460, 316, 1461]
sudoku-cell[interactable]: [1284, 1891, 1310, 1937]
editorial-email: Email:dilipcherian@gmail.com: [962, 713, 1152, 728]
chirantani-poem: [25, 51, 295, 211]
sudoku-cell[interactable]: [1466, 1891, 1499, 1937]
insurance-author: ସନ୍ତୋଷ କୁମାର ମହାପାତ୍ର: [706, 1341, 876, 1360]
sudoku-row: [1219, 1937, 1500, 1983]
poem-author: –କାଳିନ୍ଦୀ ଚରଣ ପାଣିଗ୍ରାହୀ: [166, 193, 295, 208]
solution-cell: 8: [1461, 2181, 1476, 2196]
solution-cell: 5: [1371, 2211, 1386, 2226]
sudoku-cell[interactable]: [1434, 1753, 1467, 1799]
solution-cell: 8: [1446, 2211, 1461, 2226]
solution-cell: 6: [1386, 2241, 1401, 2256]
solution-cell: 9: [1356, 2166, 1371, 2181]
insurance-col-3: ସମୟକ୍ରମେ ସରକାରୀ ପ୍ରତିଷ୍ଠାନଗୁଡ଼ିକ ଲାଭଜନକ ହୋଇଛନ୍ତି । ବିଶ୍ୱ ଆର୍ଥିକ ସଙ୍କଟ ସମୟରେ ବିଦେଶୀ ବୀମା କମ୍ପାନୀ ଦେବାଳିଆ ହୋଇଥିଲେ । ଭାରତୀୟ ଗ୍ରାହକଙ୍କ ସୁରକ୍ଷା ପାଇଁ କଡ଼ା ନିୟନ୍ତ୍ରଣ ଦରକାର । ସରକାର ଏ ସମ୍ପର୍କରେ ପୁନର୍ବିଚାର କରିବା ଉଚିତ ।: [882, 854, 1152, 946]
sudoku-title: ସୁ-ଡୋ-କୁ: [1337, 1647, 1485, 1691]
sudoku-cell[interactable]: 9: [1342, 1983, 1375, 2029]
sudoku-row: [1219, 2029, 1500, 2075]
sudoku-cell[interactable]: [1342, 2075, 1375, 2121]
letter-1-body: ମହାଶୟ, ସମାଜକୁ ଶିକ୍ଷା ଦେବା ଓ ଛାତ୍ରଛାତ୍ରୀଙ୍କୁ ପାଠ ପଢ଼େଇବା ନିମନ୍ତେ ସରକାର ସ୍କୁଲ ଓ ଶିକ୍ଷକର ବ୍ୟବସ୍ଥା କରିଛନ୍ତି । କେତେ ଲୋକ ଶିକ୍ଷକତାକୁ ବୃତ୍ତି ଭାବେ ଗ୍ରହଣ କରନ୍ତି । ଶିକ୍ଷକ ଓ ଛାତ୍ର ମଧ୍ୟରେ ସୁସମ୍ପର୍କ ନ ଥିଲେ ଶିକ୍ଷାର ମାନ ଖସିଯାଏ । ଏଣୁ ଶିକ୍ଷକଙ୍କୁ ଦାୟିତ୍ୱ ସହ କାର୍ଯ୍ୟ କରିବା ଉଚିତ ।: [1168, 566, 1494, 658]
solution-cell: 6: [1431, 2196, 1446, 2211]
sudoku-cell[interactable]: [1284, 1937, 1310, 1983]
sudoku-cell[interactable]: [1375, 1845, 1408, 1891]
solution-cell: 2: [1356, 2196, 1371, 2211]
solution-cell: 9: [1371, 2226, 1386, 2241]
sudoku-cell[interactable]: [1375, 2075, 1408, 2121]
sudoku-cell[interactable]: [1284, 1983, 1310, 2029]
sudoku-cell[interactable]: [1375, 1799, 1408, 1845]
math-col-2: ନେଇ ବିଶ୍ୱସ୍ତରରେ ଚର୍ଚ୍ଚା ହେଉଛି । ୧୯୯୮ରେ ତାଙ୍କୁ ଯୁବ ବୈଜ୍ଞାନିକ ପୁରସ୍କାର ମିଳିଥିଲା । ସେ ଅନେକ ଆନ୍ତର୍ଜାତିକ ସମ୍ମିଳନୀରେ ଭାଷଣ ଦେଇଛନ୍ତି । ଛାତ୍ରମାନଙ୍କୁ ଗଣିତ ପ୍ରତି ଆକୃଷ୍ଟ କରିବାରେ ତାଙ୍କର ଭୂମିକା ଉଲ୍ଲେଖନୀୟ ।: [322, 1974, 644, 2047]
page-marker: [860, 2326, 920, 2336]
sudoku-cell[interactable]: [1408, 1707, 1434, 1753]
math-headline: ବିଚକ୍ଷଣ ଗଣିତଜ୍ଞ: [561, 1893, 913, 1956]
solution-cell: 7: [1446, 2166, 1461, 2181]
editorial-author: ଦିଲୀପ ଚେରିଏନ: [771, 414, 885, 435]
contact-email-advt-2[interactable]: miku11@yahoo.com (Use only for advertisements, commercial queries): [1216, 1608, 1460, 1637]
sudoku-cell[interactable]: [1434, 1799, 1467, 1845]
krishna-image: [6, 760, 308, 1022]
solution-cell: 3: [1461, 2271, 1476, 2286]
editorial-col-2: ସେ ଏହାସହ ଅନେକ ପ୍ରସ୍ତାବ ଦେଇଥିଲେ । ୧୯୯୦ ଦଶକରେ ଅଧିକ ସଂଖ୍ୟକ ଅଫିସର ନିଯୁକ୍ତି ପାଇଥିଲେ । ବର୍ତ୍ତମାନ ସେମାନଙ୍କ ମଧ୍ୟରୁ ଅନେକ ଅବସର ନେଉଛନ୍ତି । ମୁଖ୍ୟ ଶାସନ ସଚିବ ପଦ ପାଇଁ ଯୋଗ୍ୟ ଅଫିସରଙ୍କ ଅଭାବ ଦେଖାଦେଇଛି ଏବଂ ପ୍ରଶାସନିକ ଗତି ମନ୍ଥର ହୋଇଛି ।: [626, 160, 892, 272]
editorial-headline: ସଙ୍କୁଚିତ ଅମଲାତନ୍ତ୍ର: [459, 68, 1015, 141]
solution-cell: 5: [1431, 2166, 1446, 2181]
sudoku-cell[interactable]: 4: [1251, 1753, 1284, 1799]
solution-cell: 1: [1356, 2181, 1371, 2196]
solution-cell: 3: [1356, 2211, 1371, 2226]
contact-line-3: କେବଳ ସମ୍ପାଦକଙ୍କୁ ପତ୍ର ପାଇଁ ବ୍ୟବହାର କରନ୍ତୁ:: [1219, 1518, 1457, 1532]
sudoku-cell[interactable]: 5: [1466, 1753, 1499, 1799]
solution-cell: 8: [1386, 2196, 1401, 2211]
solution-cell: 9: [1446, 2241, 1461, 2256]
solution-cell: 3: [1461, 2151, 1476, 2166]
solution-cell: 6: [1416, 2181, 1431, 2196]
sudoku-footer-note: ଏହାର ଉତ୍ତର ଆସନ୍ତାକାଲି ପ୍ରକାଶ ପାଇବ ।: [1236, 2129, 1444, 2143]
contact-line-4: କେବଳ ବିଜ୍ଞାପନ ପାଇଁ ବ୍ୟବହାର କରନ୍ତୁ:: [1247, 1578, 1429, 1592]
sudoku-cell[interactable]: [1310, 1891, 1343, 1937]
solution-cell: 2: [1416, 2241, 1431, 2256]
chirantani-box: [6, 6, 308, 220]
bottom-page-strip: [0, 2322, 1500, 2339]
sudoku-cell[interactable]: [1219, 1799, 1252, 1845]
solution-cell: 7: [1431, 2211, 1446, 2226]
contact-email-editor[interactable]: E-mail:dharitripress@gmail.com: [1234, 1533, 1442, 1547]
insurance-contact: ମୋ: ୯୪୩୭୦୨୭୬୬୬, Email : skmohapatra67@gmail.com: [816, 1857, 1152, 1872]
sudoku-cell[interactable]: [1251, 1937, 1284, 1983]
krishna-headline: ଜଗଦ୍‌ଗୁରୁ ଶ୍ରୀକୃଷ୍ଣ: [21, 231, 293, 271]
solution-cell: 7: [1371, 2241, 1386, 2256]
solution-cell: 2: [1461, 2226, 1476, 2241]
sudoku-cell[interactable]: [1251, 1707, 1284, 1753]
sudoku-cell[interactable]: 1: [1251, 1845, 1284, 1891]
solution-cell: 9: [1386, 2151, 1401, 2166]
sudoku-cell[interactable]: 4: [1434, 1845, 1467, 1891]
masthead-quote-author: –ଶ୍ରୀମା: [905, 26, 944, 40]
solution-cell: 2: [1446, 2181, 1461, 2196]
section-rule: [6, 1880, 1156, 1881]
letter-1-sign: କୁମାର ଗଙ୍ଗାଧର, ଉତ୍କଳ: [1361, 903, 1494, 918]
solution-row: [1341, 2226, 1476, 2241]
